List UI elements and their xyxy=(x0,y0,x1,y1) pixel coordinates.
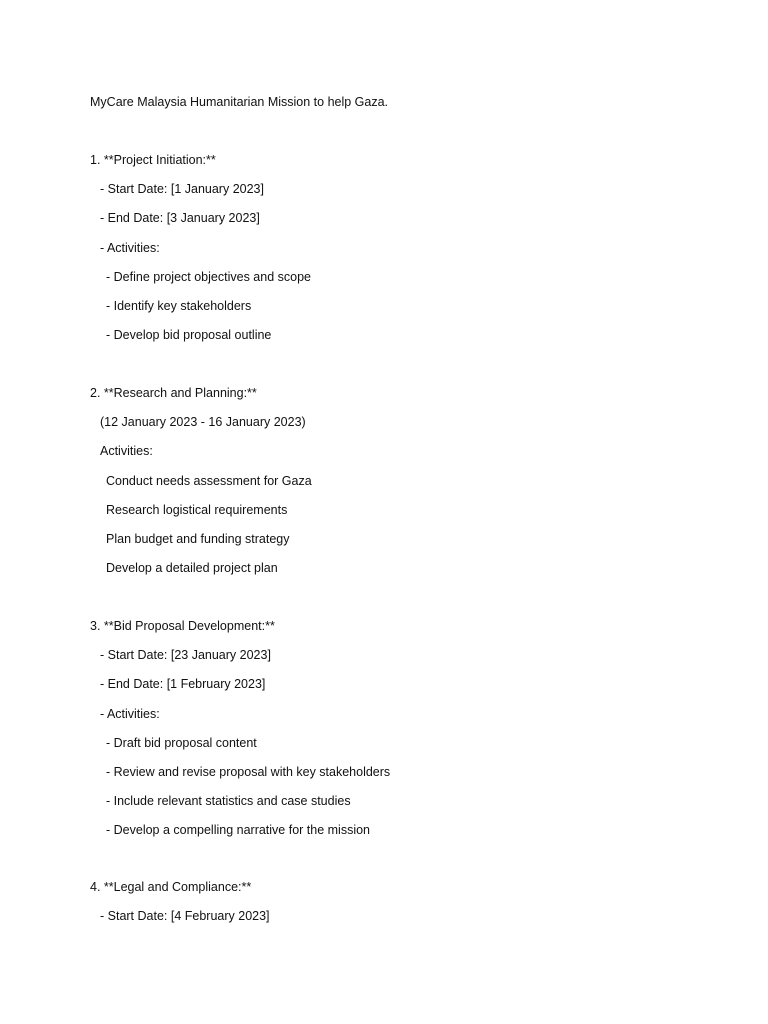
section-heading: 3. **Bid Proposal Development:** xyxy=(90,619,275,633)
section-heading: 1. **Project Initiation:** xyxy=(90,153,216,167)
activities-label: - Activities: xyxy=(100,707,160,721)
activity-item: - Identify key stakeholders xyxy=(106,299,252,313)
activity-item: - Review and revise proposal with key stakeholders xyxy=(106,765,391,779)
start-date-line: - Start Date: [1 January 2023] xyxy=(100,182,264,196)
activities-label: Activities: xyxy=(100,444,153,458)
activity-item: - Develop bid proposal outline xyxy=(106,328,272,342)
document-title: MyCare Malaysia Humanitarian Mission to help Gaza. xyxy=(90,95,389,109)
activity-item: - Draft bid proposal content xyxy=(106,736,257,750)
end-date-line: - End Date: [3 January 2023] xyxy=(100,211,260,225)
section-heading: 2. **Research and Planning:** xyxy=(90,386,257,400)
activity-item: Research logistical requirements xyxy=(106,503,288,517)
activity-item: - Include relevant statistics and case studies xyxy=(106,794,351,808)
date-range-line: (12 January 2023 - 16 January 2023) xyxy=(100,415,306,429)
end-date-line: - End Date: [1 February 2023] xyxy=(100,677,266,691)
activities-label: - Activities: xyxy=(100,241,160,255)
start-date-line: - Start Date: [23 January 2023] xyxy=(100,648,271,662)
activity-item: Develop a detailed project plan xyxy=(106,561,278,575)
activity-item: - Develop a compelling narrative for the mission xyxy=(106,823,371,837)
activity-item: Conduct needs assessment for Gaza xyxy=(106,474,312,488)
activity-item: - Define project objectives and scope xyxy=(106,270,311,284)
activity-item: Plan budget and funding strategy xyxy=(106,532,290,546)
section-heading: 4. **Legal and Compliance:** xyxy=(90,880,252,894)
start-date-line: - Start Date: [4 February 2023] xyxy=(100,909,270,923)
